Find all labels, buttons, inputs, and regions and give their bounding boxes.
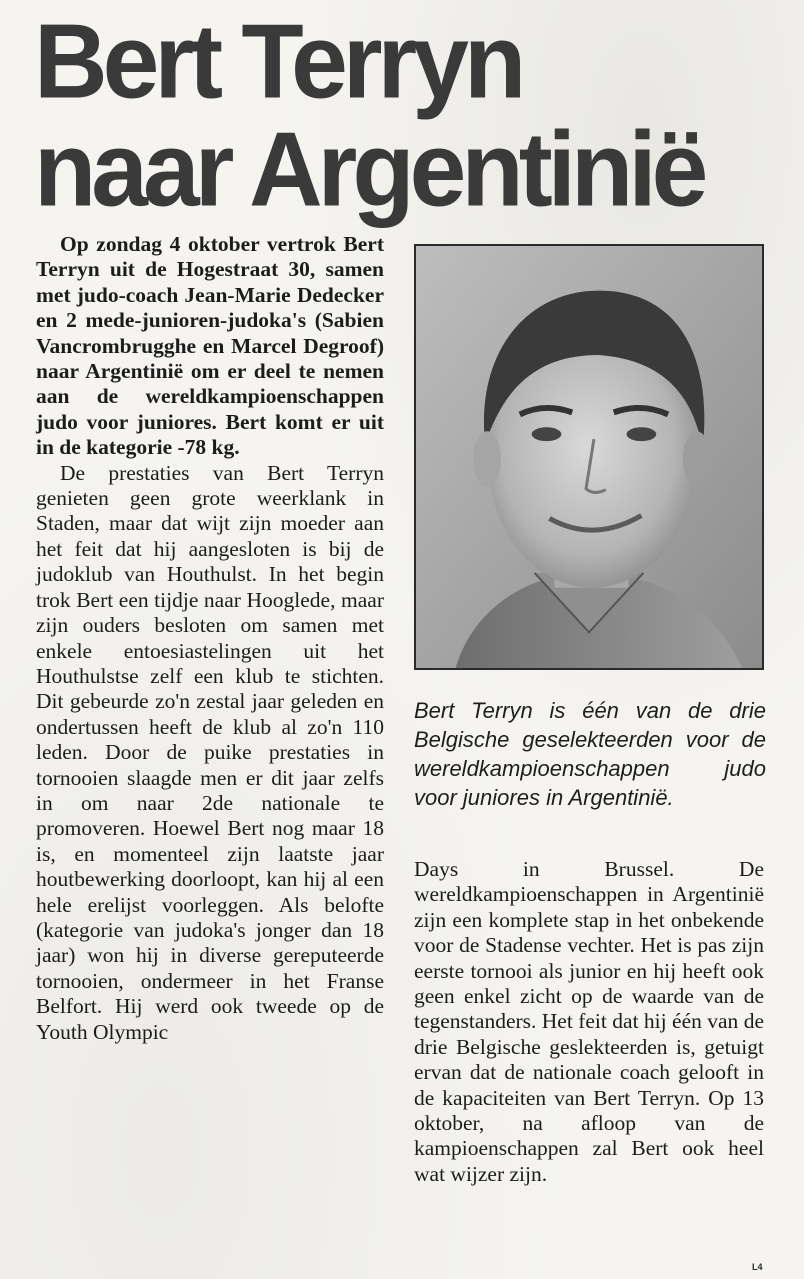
article-column-left bbox=[36, 232, 384, 1045]
portrait-image bbox=[416, 246, 762, 668]
article-lead: Op zondag 4 oktober vertrok Bert Terryn uit de Hogestraat 30, samen met judo-coach Jean-Marie Dedecker en 2 mede-junioren-judoka's (Sabien Vancrombrugghe en Marcel Degroof) naar Argentinië om er deel te nemen aan de wereldkampioenschappen judo voor juniores. Bert komt er uit in de kategorie -78 kg. bbox=[36, 232, 384, 460]
article-body-left: De prestaties van Bert Terryn genieten geen grote weerklank in Staden, maar dat wijt zijn moeder aan het feit dat hij aangesloten is bij de judoklub van Houthulst. In het begin trok Bert een tijdje naar Hooglede, maar zijn ouders besloten om samen met enkele entoesiastelingen uit het Houthulstse zelf een klub te stichten. Dit gebeurde zo'n zestal jaar geleden en ondertussen heeft de klub al zo'n 110 leden. Door de puike prestaties in tornooien slaagde men er dit jaar zelfs in om naar 2de nationale te promoveren. Hoewel Bert nog maar 18 is, en momenteel zijn laatste jaar houtbewerking doorloopt, kan hij al een hele erelijst voorleggen. Als belofte (kategorie van judoka's jonger dan 18 jaar) won hij in diverse gereputeerde tornooien, ondermeer in het Franse Belfort. Hij werd ook tweede op de Youth Olympic bbox=[36, 460, 384, 1044]
portrait-photo bbox=[414, 244, 764, 670]
page-marker: L4 bbox=[752, 1262, 763, 1272]
headline-line-2: naar Argentinië bbox=[34, 109, 704, 229]
article-column-right bbox=[414, 857, 764, 1187]
article-body-right: Days in Brussel. De wereldkampioenschappen in Argentinië zijn een komplete stap in het onbekende voor de Stadense vechter. Het is pas zijn eerste tornooi als junior en hij heeft ook geen enkel zicht op de waarde van de tegenstanders. Het feit dat hij één van de drie Belgische geslekteerden is, getuigt ervan dat de nationale coach gelooft in de kapaciteiten van Bert Terryn. Op 13 oktober, na afloop van de kampioenschappen zal Bert ook heel wat wijzer zijn. bbox=[414, 857, 764, 1186]
headline-line-1: Bert Terryn bbox=[34, 1, 522, 121]
photo-caption: Bert Terryn is één van de drie Belgische geselekteerden voor de wereldkampioenschappen judo voor juniores in Argentinië. bbox=[414, 698, 766, 810]
